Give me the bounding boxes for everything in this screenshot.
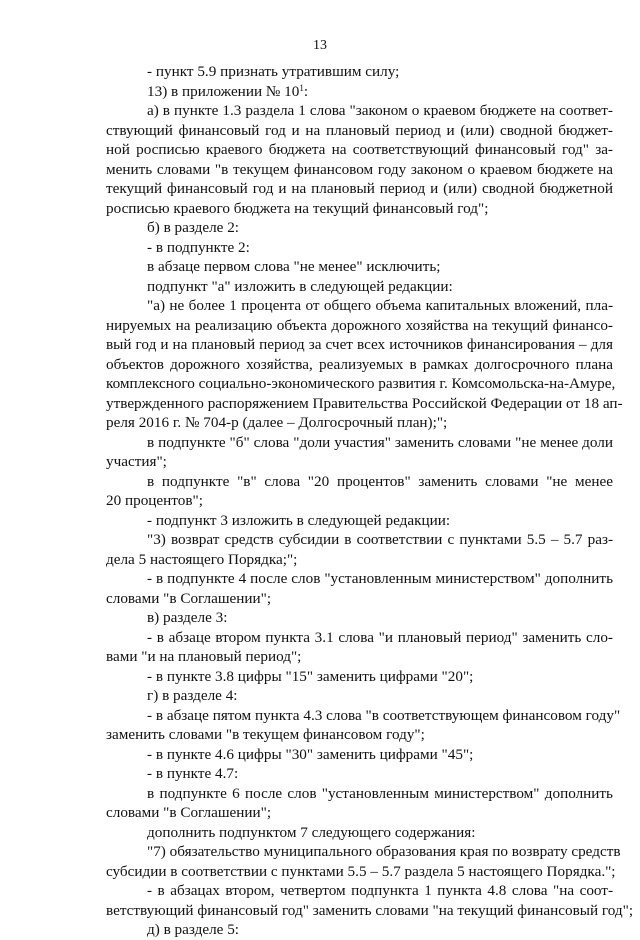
page-number: 13 <box>313 38 327 53</box>
text-line-content: - пункт 5.9 признать утратившим силу; <box>147 63 400 80</box>
text-line <box>106 140 613 160</box>
text-line-content: менить словами "в текущем финансовом году законом о краевом бюджете на <box>106 160 613 178</box>
text-line <box>106 862 616 882</box>
text-line <box>106 316 613 336</box>
text-line-content: "а) не более 1 процента от общего объема капитальных вложений, пла- <box>147 297 613 314</box>
text-line <box>106 433 613 453</box>
text-line-content: - в пункте 4.7: <box>147 765 239 782</box>
text-line <box>106 82 613 102</box>
text-line <box>106 823 613 843</box>
text-line-content: - в подпункте 2: <box>147 238 250 256</box>
text-line <box>106 491 613 511</box>
text-line <box>106 647 613 667</box>
text-line <box>106 901 634 921</box>
text-line-content: утвержденного распоряжением Правительства Российской Федерации от 18 ап- <box>106 394 623 412</box>
text-line-content: словами "в Соглашении"; <box>106 589 272 607</box>
superscript: 1 <box>299 82 304 93</box>
text-line <box>106 608 613 628</box>
text-line-content: дела 5 настоящего Порядка;"; <box>106 550 298 568</box>
text-line-tail: : <box>303 82 309 100</box>
text-line-content: г) в разделе 4: <box>147 687 238 704</box>
text-line <box>106 296 613 316</box>
text-line <box>106 784 613 804</box>
text-line-content: 20 процентов"; <box>106 492 203 509</box>
text-line-content: подпункт "а" изложить в следующей редакции: <box>147 277 453 295</box>
text-line <box>106 179 613 199</box>
text-line-content: "3) возврат средств субсидии в соответствии с пунктами 5.5 – 5.7 раз- <box>147 531 613 548</box>
text-line-content: ветствующий финансовый год" заменить словами "на текущий финансовый год"; <box>106 901 634 919</box>
text-line-content: - в абзаце втором пункта 3.1 слова "и плановый период" заменить сло- <box>147 628 613 646</box>
text-line <box>106 569 613 589</box>
text-line <box>106 121 613 141</box>
text-line <box>106 374 616 394</box>
text-line-content: "7) обязательство муниципального образования края по возврату средств <box>147 843 621 860</box>
text-line-content: д) в разделе 5: <box>147 921 240 938</box>
text-line <box>106 550 613 570</box>
text-line <box>106 745 613 765</box>
text-line-content: вый год и на плановый период за счет всех источников финансирования – для <box>106 336 613 353</box>
text-line-content: ной росписью краевого бюджета на соответствующий финансовый год" за- <box>106 141 613 158</box>
text-line-content: 13) в приложении № 10 <box>147 82 300 100</box>
text-line <box>106 686 613 706</box>
text-line <box>106 335 613 355</box>
text-line-content: а) в пункте 1.3 раздела 1 слова "законом о краевом бюджете на соответ- <box>147 102 613 119</box>
text-line-content: - в абзаце пятом пункта 4.3 слова "в соответствующем финансовом году" <box>147 706 621 724</box>
text-line <box>106 706 621 726</box>
document-body <box>106 62 634 940</box>
text-line-content: б) в разделе 2: <box>147 219 240 236</box>
text-line <box>106 355 613 375</box>
text-line-content: ствующий финансовый год и на плановый период и (или) сводной бюджет- <box>106 121 613 139</box>
text-line-content: текущий финансовый год и на плановый период и (или) сводной бюджетной <box>106 180 613 197</box>
text-line <box>106 725 613 745</box>
text-line-content: в) разделе 3: <box>147 609 228 626</box>
text-line-content: в подпункте "б" слова "доли участия" заменить словами "не менее доли <box>147 433 613 451</box>
text-line <box>106 277 613 297</box>
text-line <box>106 238 613 258</box>
text-line <box>106 199 613 219</box>
text-line <box>106 160 613 180</box>
text-line-content: комплексного социально-экономического развития г. Комсомольска-на-Амуре, <box>106 375 616 392</box>
text-line-content: в абзаце первом слова "не менее" исключить; <box>147 258 441 275</box>
text-line-content: в подпункте "в" слова "20 процентов" заменить словами "не менее <box>147 472 613 490</box>
text-line-content: - в абзацах втором, четвертом подпункта 1 пункта 4.8 слова "на соот- <box>147 882 613 899</box>
text-line <box>106 218 613 238</box>
text-line <box>106 881 613 901</box>
text-line <box>106 472 613 492</box>
text-line-content: нируемых на реализацию объекта дорожного хозяйства на текущий финансо- <box>106 316 613 334</box>
text-line-content: субсидии в соответствии с пунктами 5.5 – 5.7 раздела 5 настоящего Порядка."; <box>106 862 616 880</box>
text-line <box>106 764 613 784</box>
text-line <box>106 530 613 550</box>
text-line <box>106 62 613 82</box>
text-line-content: росписью краевого бюджета на текущий финансовый год"; <box>106 199 489 217</box>
text-line <box>106 803 613 823</box>
text-line-content: - подпункт 3 изложить в следующей редакции: <box>147 511 451 529</box>
text-line <box>106 394 623 414</box>
text-line-content: вами "и на плановый период"; <box>106 648 302 665</box>
text-line-content: участия"; <box>106 453 167 470</box>
text-line-content: - в пункте 3.8 цифры "15" заменить цифрами "20"; <box>147 667 474 685</box>
text-line-content: - в подпункте 4 после слов "установленным министерством" дополнить <box>147 570 613 587</box>
text-line <box>106 452 613 472</box>
text-line-content: заменить словами "в текущем финансовом году"; <box>106 726 425 743</box>
text-line <box>106 413 613 433</box>
text-line <box>106 511 613 531</box>
text-line-content: в подпункте 6 после слов "установленным министерством" дополнить <box>147 784 613 802</box>
text-line <box>106 842 621 862</box>
text-line-content: дополнить подпунктом 7 следующего содержания: <box>147 823 476 841</box>
text-line-content: реля 2016 г. № 704-р (далее – Долгосрочный план);"; <box>106 414 448 431</box>
text-line-content: словами "в Соглашении"; <box>106 804 272 821</box>
text-line-content: - в пункте 4.6 цифры "30" заменить цифрами "45"; <box>147 745 474 763</box>
text-line <box>106 101 613 121</box>
text-line <box>106 628 613 648</box>
text-line <box>106 667 613 687</box>
text-line <box>106 920 613 940</box>
text-line <box>106 257 613 277</box>
text-line <box>106 589 613 609</box>
text-line-content: объектов дорожного хозяйства, реализуемых в рамках долгосрочного плана <box>106 355 613 373</box>
